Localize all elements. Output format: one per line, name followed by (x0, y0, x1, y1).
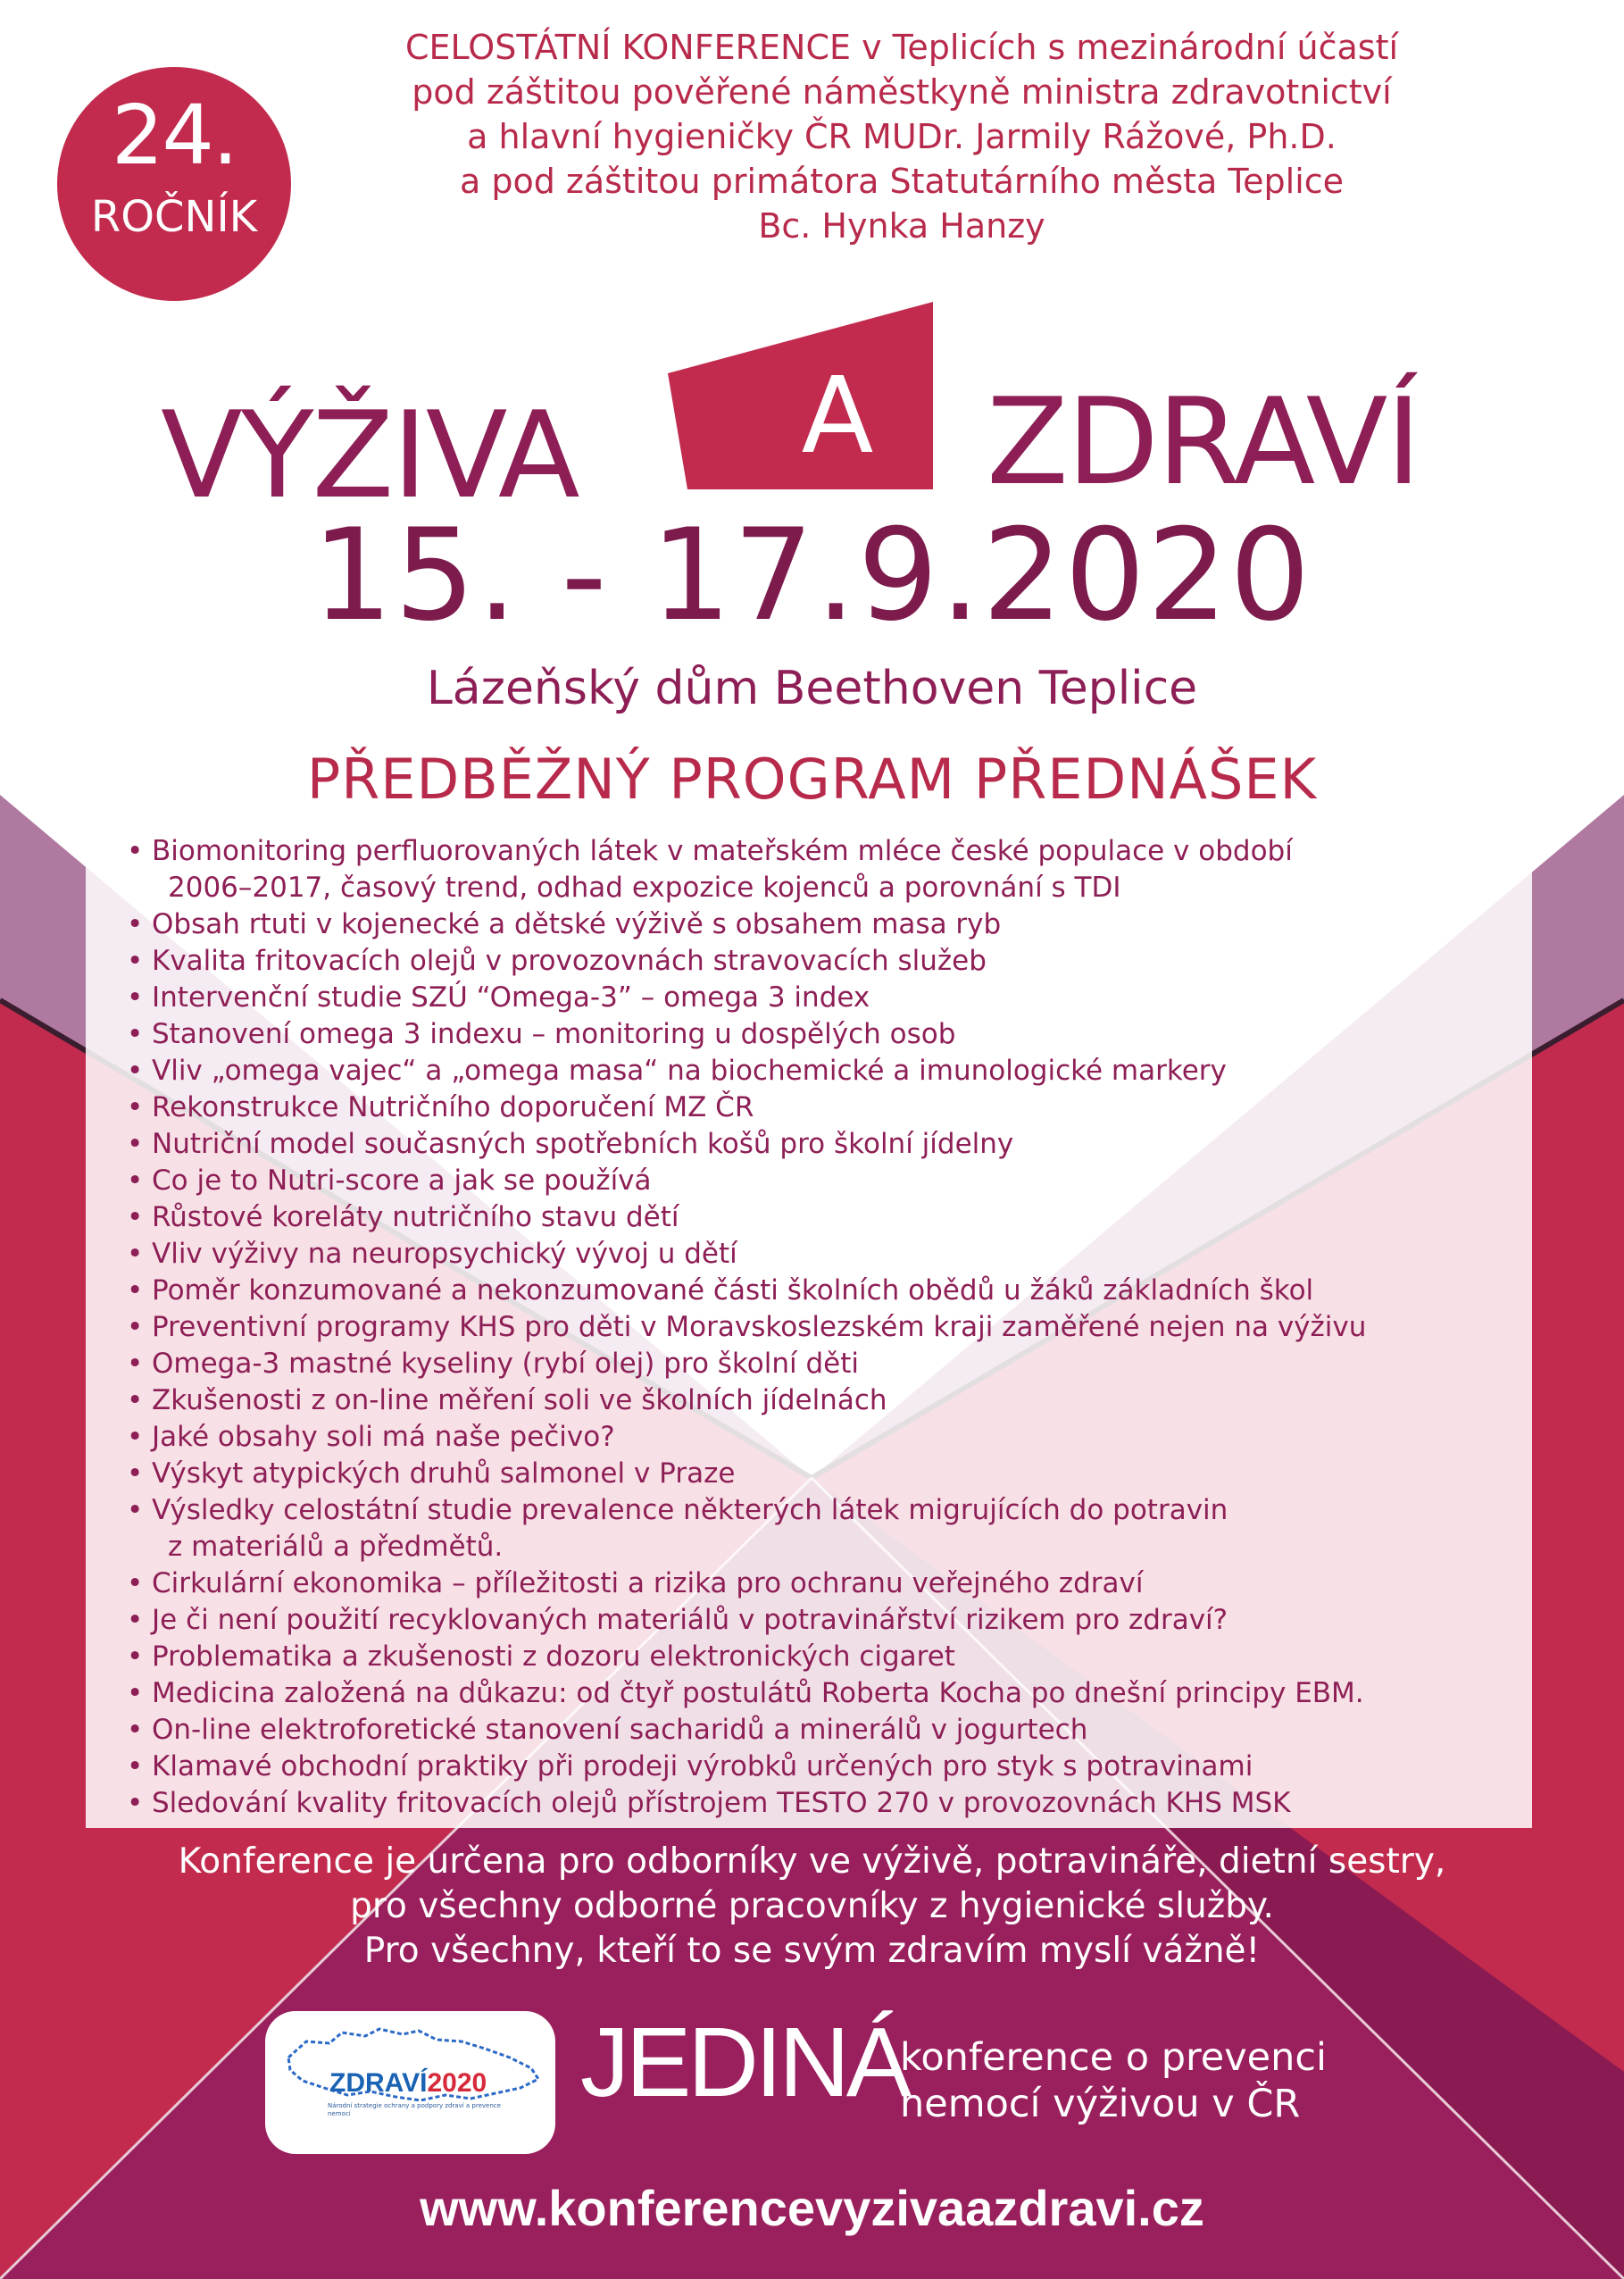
patronage-line: a hlavní hygieničky ČR MUDr. Jarmily Rážové, Ph.D. (467, 117, 1337, 156)
program-item: • On-line elektroforetické stanovení sacharidů a minerálů v jogurtech (127, 1714, 1088, 1746)
program-item-text: Co je to Nutri-score a jak se používá (152, 1165, 652, 1197)
program-item-text: Růstové koreláty nutričního stavu dětí (152, 1201, 679, 1233)
logo-subtitle: Národní strategie ochrany a podpory zdraví a prevence nemocí (328, 2102, 501, 2117)
program-item: • Biomonitoring perfluorovaných látek v mateřském mléce české populace v období 2006–2017, časový trend, odhad expozice kojenců a porovnání s TDI (125, 833, 1518, 906)
program-item: • Medicina založená na důkazu: od čtyř postulátů Roberta Kocha po dnešní principy EBM. (127, 1677, 1364, 1709)
program-item-text: Zkušenosti z on-line měření soli ve školních jídelnách (152, 1384, 887, 1416)
logo-wordmark (329, 2068, 487, 2099)
program-item: • Intervenční studie SZÚ “Omega-3” – omega 3 index (127, 981, 870, 1014)
tagline-line: nemocí výživou v ČR (900, 2082, 1301, 2126)
program-list (125, 833, 1518, 1822)
program-item: • Poměr konzumované a nekonzumované části školních obědů u žáků základních škol (127, 1274, 1314, 1306)
logo-name: ZDRAVÍ (329, 2068, 428, 2098)
program-item-text: Preventivní programy KHS pro děti v Moravskoslezském kraji zaměřené nejen na výživu (152, 1311, 1367, 1343)
program-item: • Sledování kvality fritovacích olejů přístrojem TESTO 270 v provozovnách KHS MSK (127, 1787, 1291, 1819)
program-item-text: Medicina založená na důkazu: od čtyř postulátů Roberta Kocha po dnešní principy EBM. (152, 1677, 1364, 1709)
program-item-text: Je či není použití recyklovaných materiálů v potravinářství rizikem pro zdraví? (152, 1604, 1228, 1636)
program-item-text: Výskyt atypických druhů salmonel v Praze (152, 1457, 736, 1490)
program-item-text: Kvalita fritovacích olejů v provozovnách stravovacích služeb (152, 945, 987, 977)
program-item-text: Intervenční studie SZÚ “Omega-3” – omega 3 index (152, 981, 870, 1014)
program-item-text: Výsledky celostátní studie prevalence některých látek migrujících do potravin (152, 1494, 1228, 1526)
program-item-text: Biomonitoring perfluorovaných látek v mateřském mléce české populace v období (152, 835, 1293, 867)
tagline-jedina: JEDINÁ (580, 2008, 909, 2117)
program-item-text: Vliv „omega vajec“ a „omega masa“ na biochemické a imunologické markery (152, 1055, 1227, 1087)
program-item: • Je či není použití recyklovaných materiálů v potravinářství rizikem pro zdraví? (127, 1604, 1228, 1636)
logo-year: 2020 (427, 2068, 487, 2098)
patronage-line: CELOSTÁTNÍ KONFERENCE v Teplicích s mezinárodní účastí (404, 28, 1399, 67)
edition-number: 24. (111, 88, 237, 183)
program-item: • Vliv výživy na neuropsychický vývoj u dětí (127, 1238, 737, 1270)
program-item: • Výskyt atypických druhů salmonel v Praze (127, 1457, 736, 1490)
program-item-text: Vliv výživy na neuropsychický vývoj u dětí (152, 1238, 737, 1270)
program-item-text: Stanovení omega 3 indexu – monitoring u dospělých osob (152, 1018, 956, 1050)
program-item-text: Sledování kvality fritovacích olejů přístrojem TESTO 270 v provozovnách KHS MSK (152, 1787, 1291, 1819)
audience-line: Pro všechny, kteří to se svým zdravím myslí vážně! (363, 1931, 1261, 1971)
program-item-continuation: 2006–2017, časový trend, odhad expozice kojenců a porovnání s TDI (168, 872, 1121, 904)
program-item: • Zkušenosti z on-line měření soli ve školních jídelnách (127, 1384, 887, 1416)
audience-block (0, 1840, 1624, 1974)
patronage-block (268, 25, 1536, 248)
program-item-text: Problematika a zkušenosti z dozoru elektronických cigaret (152, 1640, 955, 1673)
program-item: • Cirkulární ekonomika – příležitosti a rizika pro ochranu veřejného zdraví (127, 1567, 1144, 1599)
tagline-line: konference o prevenci (900, 2035, 1327, 2080)
patronage-line: a pod záštitou primátora Statutárního města Teplice (459, 162, 1345, 201)
program-item: • Rekonstrukce Nutričního doporučení MZ ČR (127, 1091, 754, 1123)
program-item: • Nutriční model současných spotřebních košů pro školní jídelny (127, 1128, 1014, 1160)
program-item-text: Poměr konzumované a nekonzumované části školních obědů u žáků základních škol (152, 1274, 1314, 1306)
program-item-text: Omega-3 mastné kyseliny (rybí olej) pro školní děti (152, 1348, 859, 1380)
patronage-line: pod záštitou pověřené náměstkyně ministra zdravotnictví (412, 72, 1392, 112)
zdravi2020-logo (265, 2011, 555, 2154)
program-item: • Růstové koreláty nutričního stavu dětí (127, 1201, 679, 1233)
program-item-text: On-line elektroforetické stanovení sacharidů a minerálů v jogurtech (152, 1714, 1088, 1746)
program-item: • Kvalita fritovacích olejů v provozovnách stravovacích služeb (127, 945, 987, 977)
program-item: • Obsah rtuti v kojenecké a dětské výživě s obsahem masa ryb (127, 908, 1002, 940)
program-item: • Vliv „omega vajec“ a „omega masa“ na biochemické a imunologické markery (127, 1055, 1227, 1087)
title-a: A (801, 354, 874, 477)
program-item: • Výsledky celostátní studie prevalence některých látek migrujících do potravin z materiálů a předmětů. (125, 1492, 1518, 1565)
website-link[interactable]: www.konferencevyzivaazdravi.cz (420, 2180, 1204, 2236)
program-item: • Problematika a zkušenosti z dozoru elektronických cigaret (127, 1640, 955, 1673)
edition-badge (57, 67, 291, 301)
program-item: • Co je to Nutri-score a jak se používá (127, 1165, 652, 1197)
patronage-line: Bc. Hynka Hanzy (758, 206, 1045, 246)
program-item-text: Rekonstrukce Nutričního doporučení MZ ČR (152, 1091, 754, 1123)
event-dates: 15. - 17.9.2020 (312, 502, 1312, 649)
program-item-text: Obsah rtuti v kojenecké a dětské výživě s obsahem masa ryb (152, 908, 1002, 940)
program-item-text: Nutriční model současných spotřebních košů pro školní jídelny (152, 1128, 1014, 1160)
program-item: • Klamavé obchodní praktiky při prodeji výrobků určených pro styk s potravinami (127, 1750, 1253, 1782)
program-item-text: Cirkulární ekonomika – příležitosti a rizika pro ochranu veřejného zdraví (152, 1567, 1144, 1599)
title-zdravi: ZDRAVÍ (987, 372, 1420, 512)
program-item: • Omega-3 mastné kyseliny (rybí olej) pro školní děti (127, 1348, 859, 1380)
program-item-text: Klamavé obchodní praktiky při prodeji výrobků určených pro styk s potravinami (152, 1750, 1253, 1782)
tagline-description (900, 2034, 1327, 2127)
program-item-text: Jaké obsahy soli má naše pečivo? (152, 1421, 615, 1453)
venue: Lázeňský dům Beethoven Teplice (426, 662, 1198, 715)
audience-line: Konference je určena pro odborníky ve výživě, potravináře, dietní sestry, (178, 1841, 1446, 1882)
edition-label: ROČNÍK (90, 192, 258, 242)
program-item: • Stanovení omega 3 indexu – monitoring u dospělých osob (127, 1018, 956, 1050)
program-item: • Preventivní programy KHS pro děti v Moravskoslezském kraji zaměřené nejen na výživu (127, 1311, 1367, 1343)
title-vyziva: VÝŽIVA (161, 386, 579, 525)
program-item: • Jaké obsahy soli má naše pečivo? (127, 1421, 615, 1453)
program-title: PŘEDBĚŽNÝ PROGRAM PŘEDNÁŠEK (306, 747, 1318, 812)
audience-line: pro všechny odborné pracovníky z hygienické služby. (350, 1886, 1274, 1926)
program-item-continuation: z materiálů a předmětů. (168, 1531, 504, 1563)
